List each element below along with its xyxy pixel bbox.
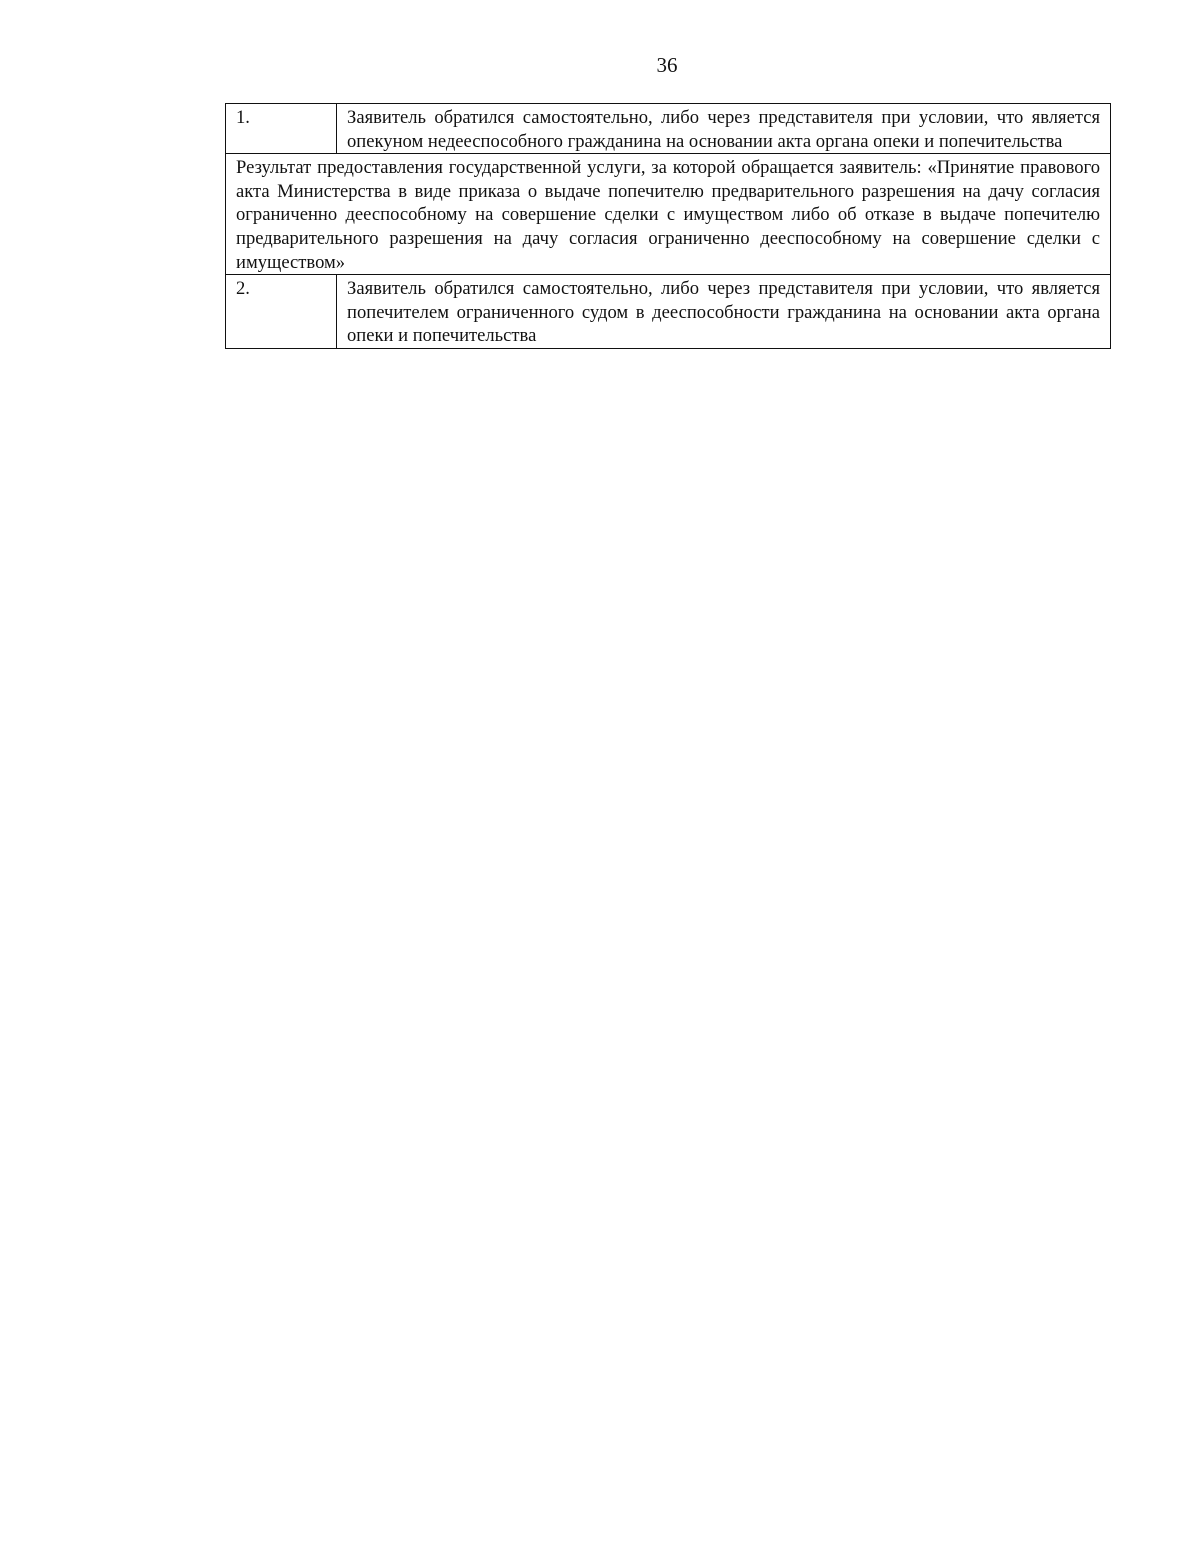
- row-description: Заявитель обратился самостоятельно, либо через представителя при условии, что является попечителем ограниченного судом в дееспособности гражданина на основании акта органа опеки и попечительства: [337, 275, 1111, 349]
- row-description: Заявитель обратился самостоятельно, либо через представителя при условии, что является опекуном недееспособного гражданина на основании акта органа опеки и попечительства: [337, 104, 1111, 154]
- row-number: 2.: [226, 275, 337, 349]
- page-number: 36: [656, 53, 678, 77]
- table-row: [226, 154, 1111, 275]
- result-description: Результат предоставления государственной услуги, за которой обращается заявитель: «Принятие правового акта Министерства в виде приказа о выдаче попечителю предварительного разрешения на дачу согласия ограниченно дееспособному на совершение сделки с имуществом либо об отказе в выдаче попечителю предварительного разрешения на дачу согласия ограниченно дееспособному на совершение сделки с имуществом»: [226, 154, 1111, 275]
- table-row: [226, 104, 1111, 154]
- row-number: 1.: [226, 104, 337, 154]
- table-row: [226, 275, 1111, 349]
- applicant-variants-table: [225, 103, 1111, 349]
